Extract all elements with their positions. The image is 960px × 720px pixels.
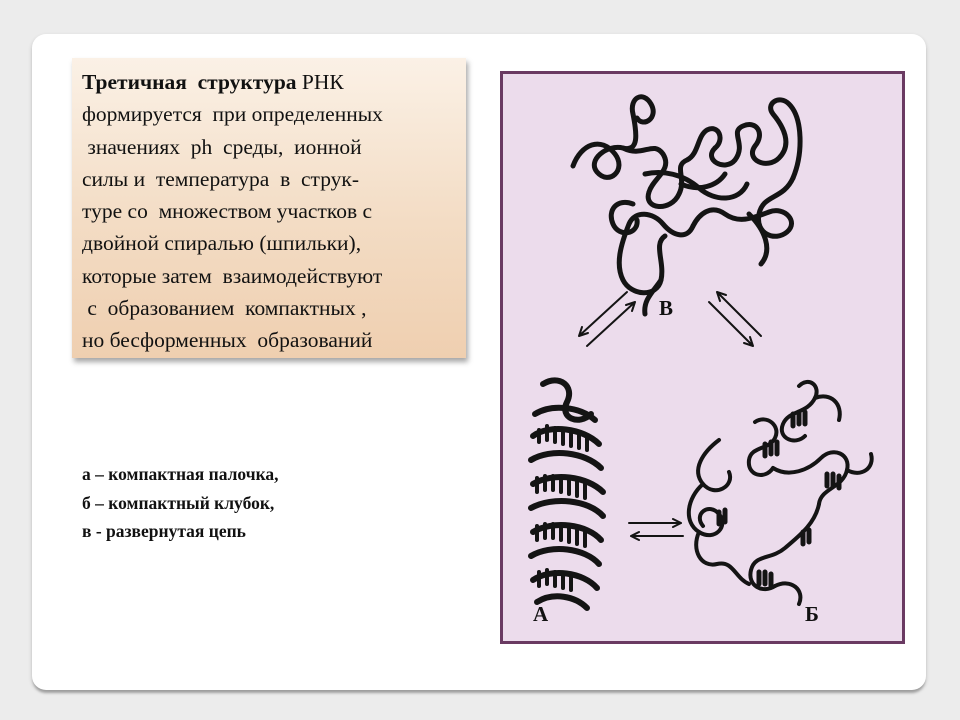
text-line-9: но бесформенных образований [82, 328, 373, 353]
label-a: А [533, 602, 549, 626]
rna-structure-drawing [503, 74, 902, 641]
legend-item-b: б – компактный клубок, [82, 492, 275, 513]
label-v: В [659, 296, 674, 320]
text-line-8: с образованием компактных , [82, 296, 367, 321]
text-line-5: туре со множеством участков с [82, 199, 373, 224]
unfolded-chain-drawing [573, 97, 800, 314]
text-line-3: значениях ph среды, ионной [82, 134, 362, 159]
description-textbox [72, 58, 466, 358]
equilibrium-arrows [579, 292, 761, 540]
legend-item-v: в - развернутая цепь [82, 521, 246, 541]
compact-coil-drawing [689, 382, 872, 604]
text-line-1: Третичная структура РНК [82, 70, 344, 94]
label-b: Б [805, 602, 819, 626]
legend-item-a: а – компактная палочка, [82, 464, 279, 484]
compact-rod-drawing [531, 380, 603, 608]
text-line-2: формируется при определенных [82, 102, 383, 127]
text-line-6: двойной спиралью (шпильки), [82, 231, 362, 256]
figure-legend [82, 460, 279, 546]
text-line-4: силы и температура в струк- [82, 166, 360, 191]
rna-structure-figure [500, 71, 905, 644]
text-line-7: которые затем взаимодействуют [82, 263, 383, 288]
